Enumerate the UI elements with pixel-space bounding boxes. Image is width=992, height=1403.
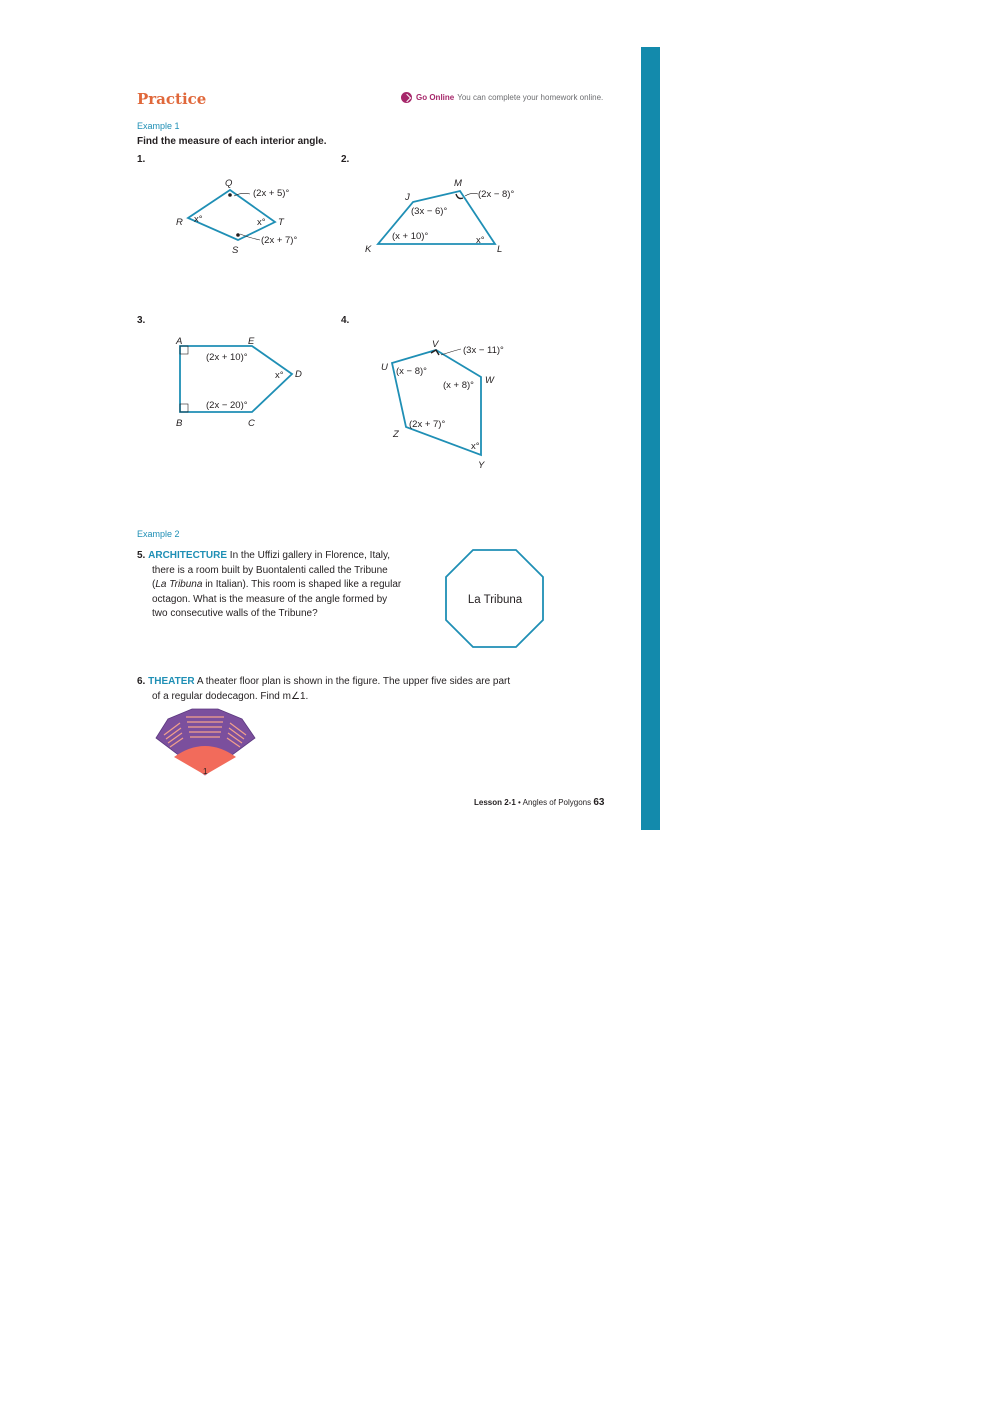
vertex-q: Q	[225, 178, 233, 189]
problem-5-line-4: octagon. What is the measure of the angle formed by	[152, 593, 388, 605]
angle-z: (2x + 7)°	[409, 419, 446, 430]
problem-1-figure	[160, 170, 340, 265]
footer-lesson: Lesson 2-1	[474, 798, 516, 807]
angle-d: x°	[275, 370, 284, 381]
octagon-figure	[444, 548, 546, 650]
problem-3-number: 3.	[137, 315, 146, 326]
angle-q: (2x + 5)°	[253, 188, 290, 199]
angle-e: (2x + 10)°	[206, 352, 248, 363]
vertex-s: S	[232, 245, 239, 256]
vertex-t: T	[278, 217, 284, 228]
octagon-label: La Tribuna	[467, 594, 523, 606]
theater-floor-plan	[150, 705, 260, 780]
problem-1-number: 1.	[137, 154, 146, 165]
footer-title: Angles of Polygons	[522, 798, 592, 807]
problem-2-number: 2.	[341, 154, 350, 165]
problem-6-text	[137, 675, 547, 704]
go-online-icon	[401, 92, 412, 103]
problem-4-number: 4.	[341, 315, 350, 326]
problem-5-text	[137, 549, 412, 622]
go-online-label: Go Online	[416, 93, 455, 102]
go-online-text: You can complete your homework online.	[457, 93, 604, 102]
angle-k: (x + 10)°	[392, 231, 429, 242]
problem-5-line-5: two consecutive walls of the Tribune?	[152, 608, 318, 619]
instruction: Find the measure of each interior angle.	[137, 136, 327, 147]
angle-1-label: 1	[203, 767, 208, 776]
vertex-k: K	[365, 244, 372, 255]
angle-s: (2x + 7)°	[261, 235, 298, 246]
problem-2-figure	[360, 170, 550, 265]
angle-c: (2x − 20)°	[206, 400, 248, 411]
page-footer: Lesson 2-1 • Angles of Polygons 63	[474, 797, 605, 808]
vertex-z: Z	[393, 429, 399, 440]
problem-5-number: 5.	[137, 550, 146, 561]
angle-m: (2x − 8)°	[478, 189, 515, 200]
angle-y: x°	[471, 441, 480, 452]
problem-6-line-2: of a regular dodecagon. Find m∠1.	[152, 690, 309, 702]
vertex-l: L	[497, 244, 503, 255]
vertex-m: M	[454, 178, 462, 189]
go-online-link[interactable]	[401, 92, 603, 103]
example-2-label: Example 2	[137, 529, 180, 539]
vertex-b: B	[176, 418, 183, 429]
angle-j: (3x − 6)°	[411, 206, 448, 217]
problem-3-figure	[160, 330, 330, 435]
problem-4-figure	[375, 335, 535, 475]
angle-v: (3x − 11)°	[463, 345, 504, 356]
angle-r: x°	[194, 214, 203, 225]
vertex-y: Y	[478, 460, 485, 471]
example-1-label: Example 1	[137, 121, 180, 131]
vertex-w: W	[485, 375, 494, 386]
angle-u: (x − 8)°	[396, 366, 427, 377]
vertex-r: R	[176, 217, 183, 228]
angle-l: x°	[476, 235, 485, 246]
problem-5-keyword: ARCHITECTURE	[148, 550, 228, 561]
problem-6-line-1: A theater floor plan is shown in the figure. The upper five sides are part	[194, 676, 511, 687]
problem-6-keyword: THEATER	[148, 676, 195, 687]
angle-t: x°	[257, 217, 266, 228]
side-color-bar	[641, 47, 660, 830]
vertex-c: C	[248, 418, 255, 429]
vertex-j: J	[405, 192, 410, 203]
page-title: Practice	[137, 90, 207, 108]
vertex-e: E	[248, 336, 255, 347]
vertex-a: A	[176, 336, 183, 347]
problem-5-line-2: there is a room built by Buontalenti called the Tribune	[152, 564, 388, 576]
problem-6-number: 6.	[137, 676, 146, 687]
page-number: 63	[593, 797, 605, 808]
vertex-u: U	[381, 362, 388, 373]
vertex-d: D	[295, 369, 302, 380]
problem-5-line-1: In the Uffizi gallery in Florence, Italy,	[227, 550, 391, 561]
vertex-v: V	[432, 339, 439, 350]
problem-5-line-3: (La Tribuna in Italian). This room is shaped like a regular	[152, 579, 402, 590]
angle-w: (x + 8)°	[443, 380, 474, 391]
